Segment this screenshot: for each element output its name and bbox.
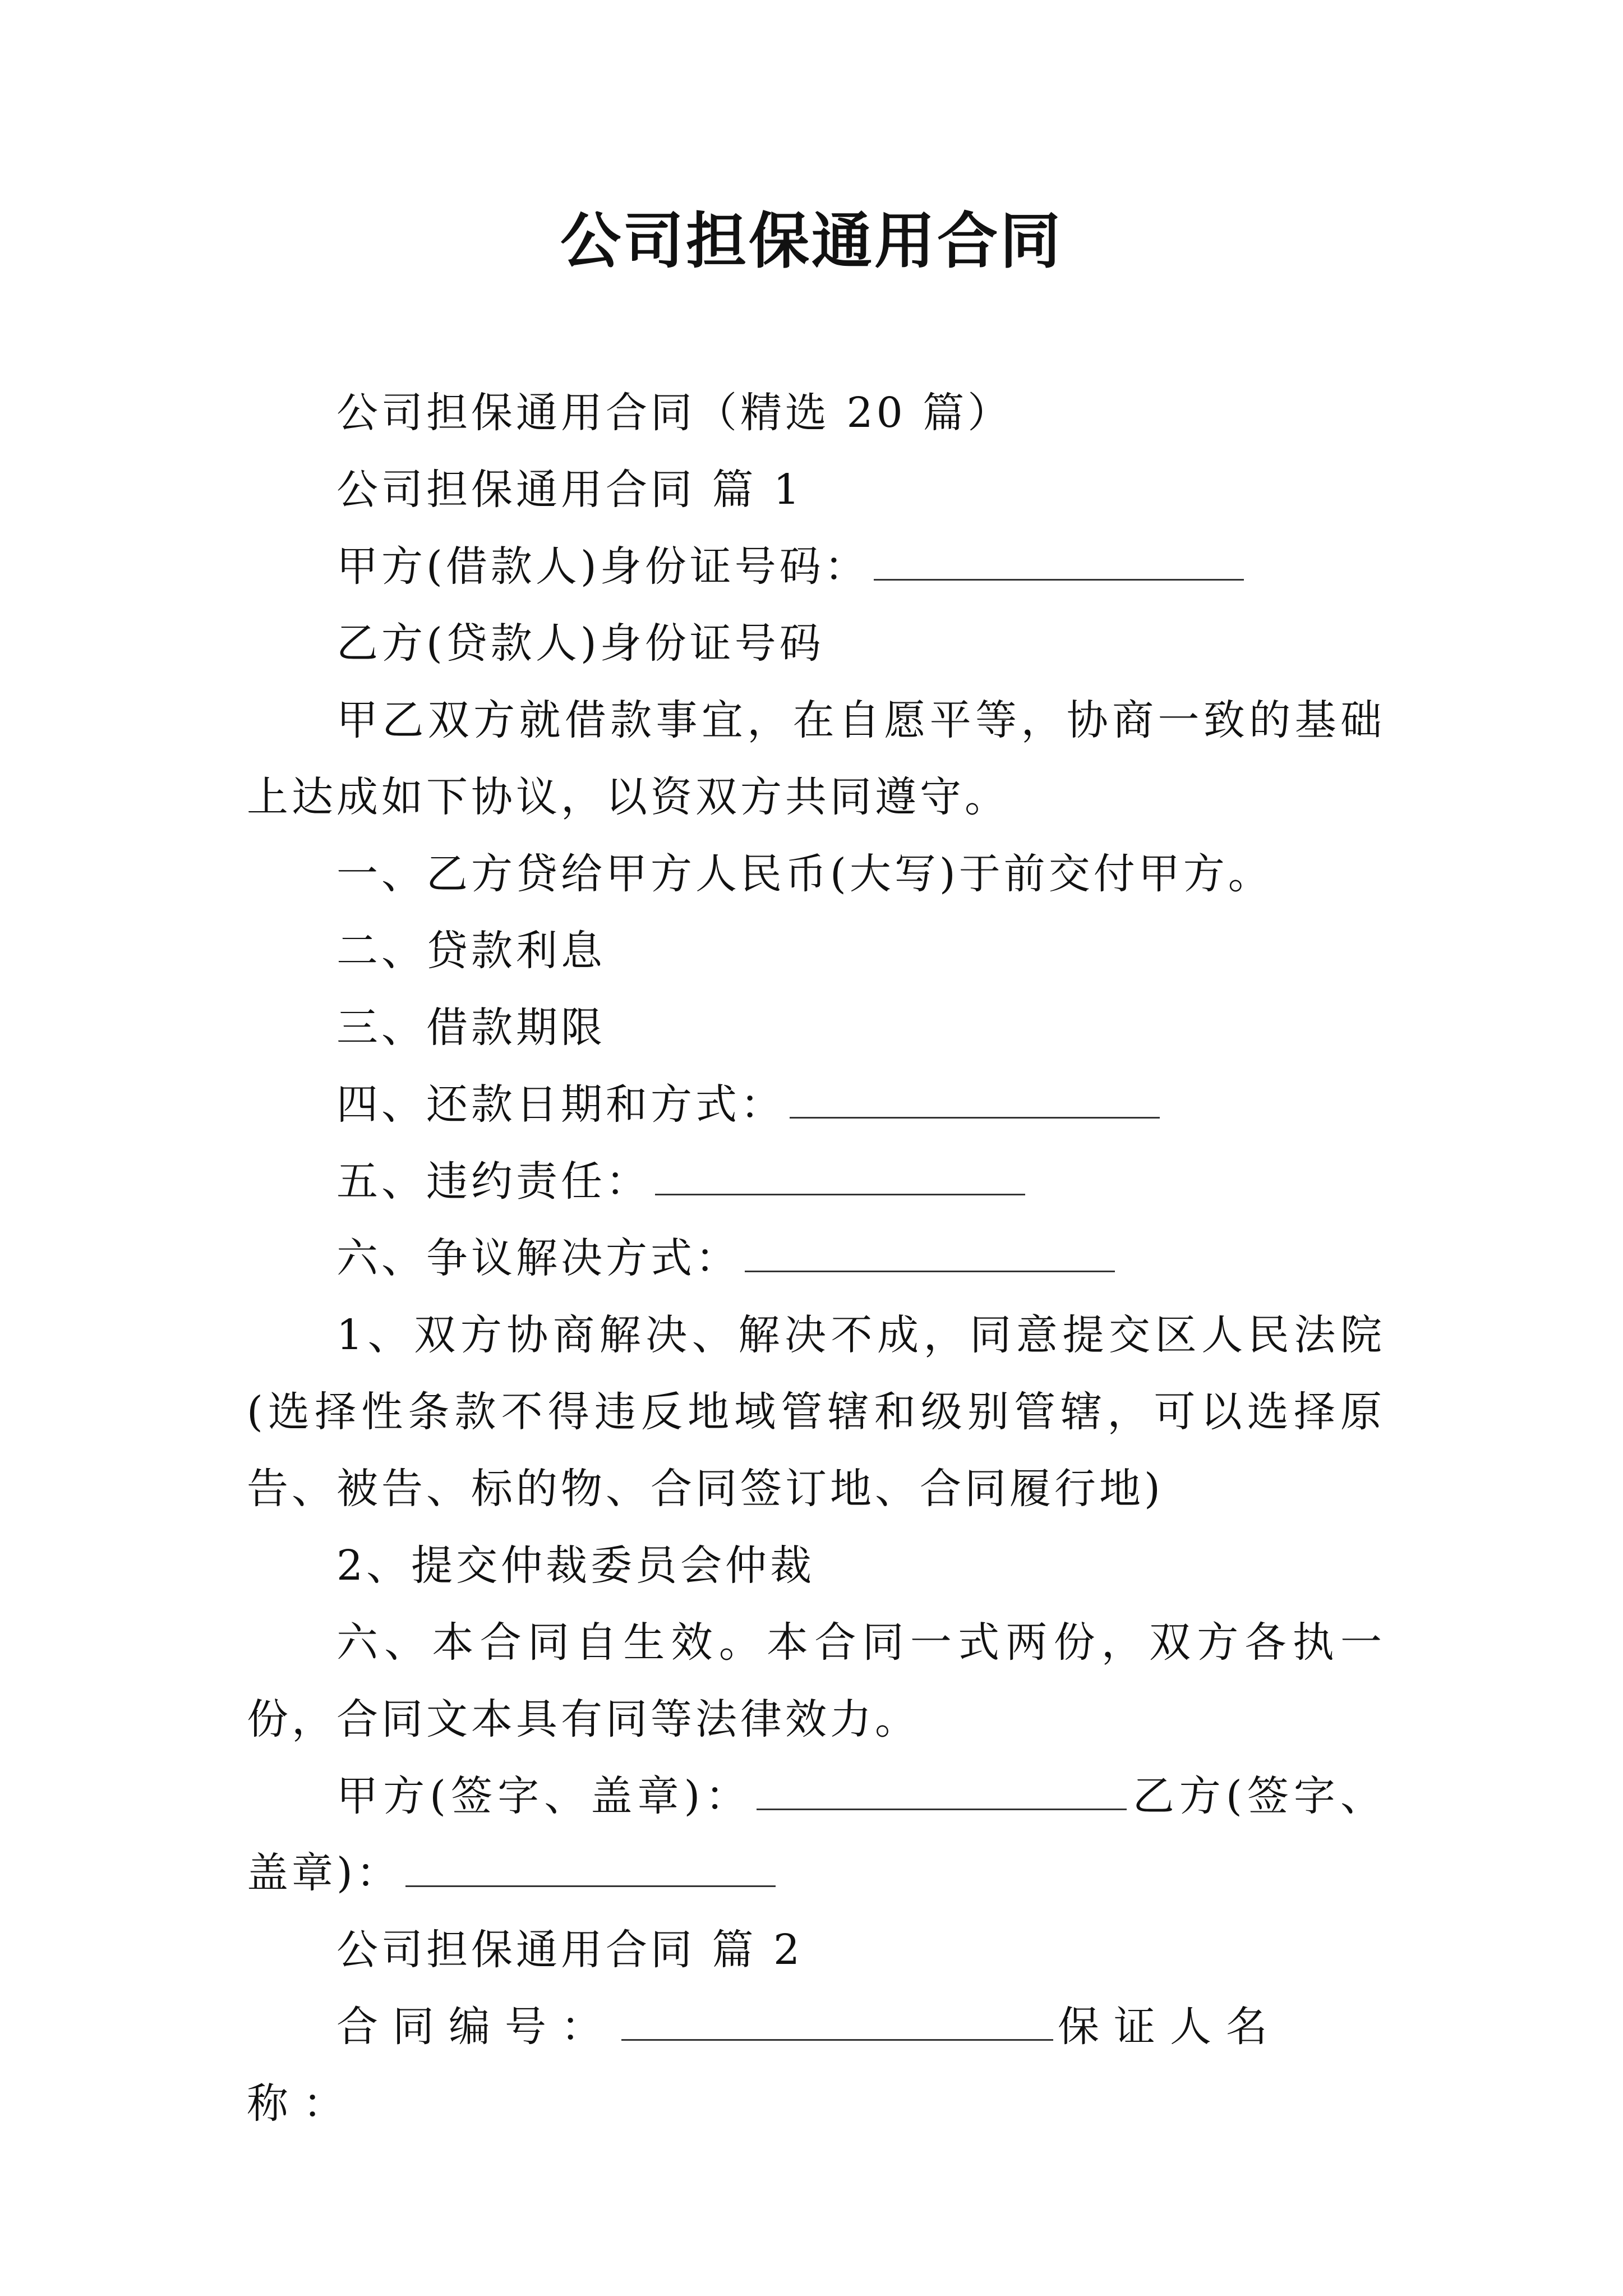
fill-blank bbox=[621, 1994, 1053, 2041]
contract-number-line: 合同编号： 保证人名称： bbox=[247, 1989, 1385, 2142]
signature-line: 甲方(签字、盖章)： 乙方(签字、盖章)： bbox=[247, 1758, 1385, 1912]
clause-5: 五、违约责任： bbox=[247, 1143, 1385, 1220]
fill-blank bbox=[655, 1149, 1025, 1195]
paragraph-intro: 公司担保通用合同（精选 20 篇） bbox=[336, 389, 1013, 437]
clause-2: 二、贷款利息 bbox=[336, 927, 606, 975]
section1-heading: 公司担保通用合同 篇 1 bbox=[336, 466, 804, 514]
dispute-option-1: 1、双方协商解决、解决不成，同意提交区人民法院(选择性条款不得违反地域管辖和级别管辖，可以选择原告、被告、标的物、合同签订地、合同履行地) bbox=[247, 1311, 1385, 1513]
party-a-id-line: 甲方(借款人)身份证号码： bbox=[247, 528, 1385, 605]
party-b-id-line: 乙方(贷款人)身份证号码 bbox=[336, 619, 824, 668]
fill-blank bbox=[745, 1226, 1115, 1272]
clause-6: 六、争议解决方式： bbox=[247, 1220, 1385, 1297]
fill-blank bbox=[757, 1764, 1127, 1810]
document-title: 公司担保通用合同 bbox=[560, 206, 1063, 277]
fill-blank bbox=[790, 1072, 1160, 1119]
agreement-paragraph: 甲乙双方就借款事宜，在自愿平等，协商一致的基础上达成如下协议，以资双方共同遵守。 bbox=[247, 696, 1385, 821]
fill-blank bbox=[405, 1841, 776, 1887]
clause-4: 四、还款日期和方式： bbox=[247, 1066, 1385, 1143]
section2-heading: 公司担保通用合同 篇 2 bbox=[336, 1926, 804, 1974]
dispute-option-2: 2、提交仲裁委员会仲裁 bbox=[336, 1542, 815, 1590]
fill-blank bbox=[874, 534, 1244, 581]
document-body bbox=[247, 375, 1385, 2142]
clause-3: 三、借款期限 bbox=[336, 1004, 606, 1052]
effective-clause: 六、本合同自生效。本合同一式两份，双方各执一份，合同文本具有同等法律效力。 bbox=[247, 1618, 1385, 1743]
clause-1: 一、乙方贷给甲方人民币(大写)于前交付甲方。 bbox=[336, 850, 1273, 898]
